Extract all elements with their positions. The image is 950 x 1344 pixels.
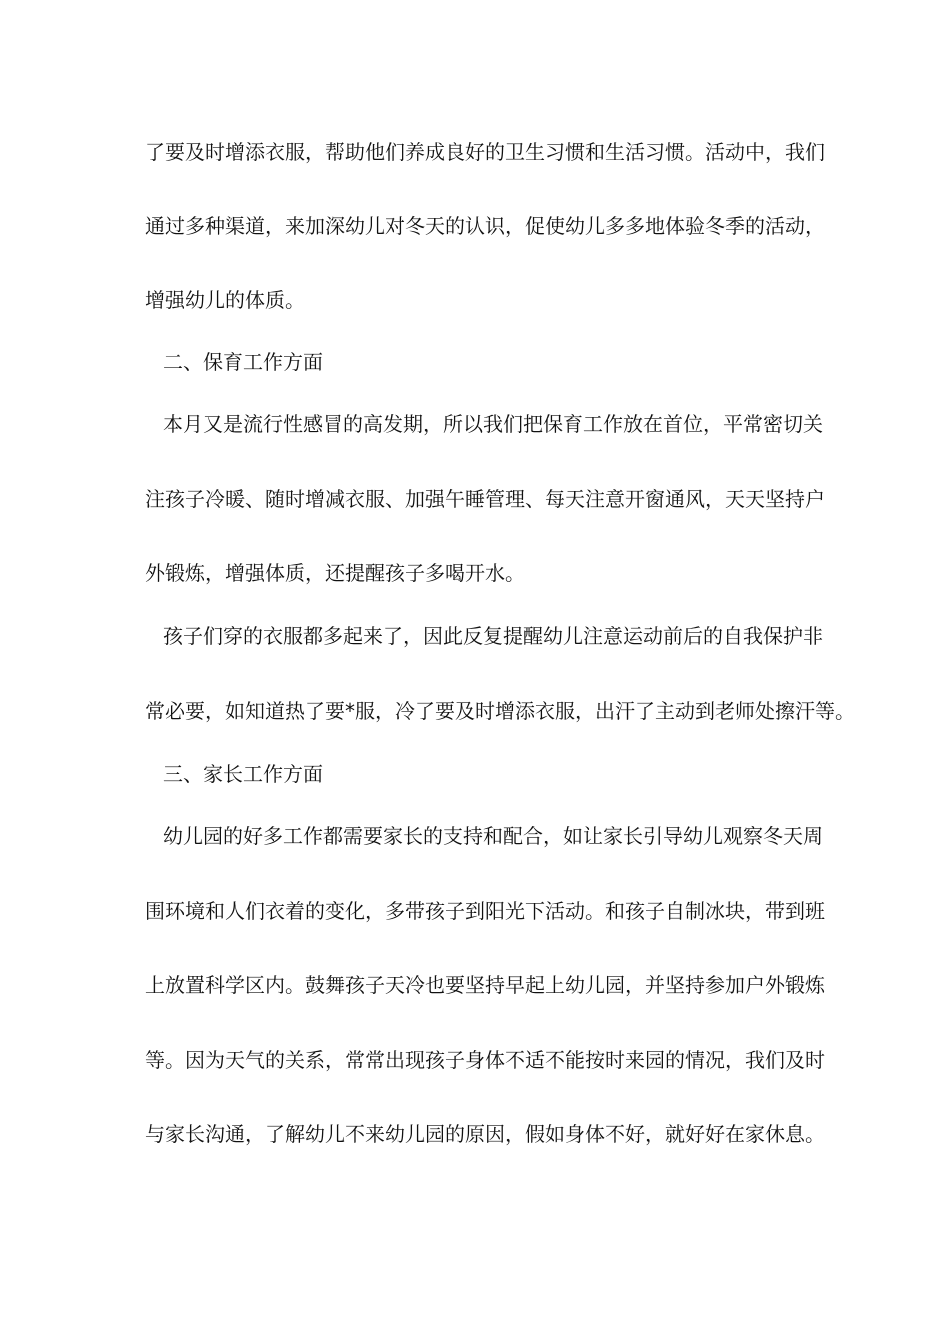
body-text-line: 围环境和人们衣着的变化，多带孩子到阳光下活动。和孩子自制冰块，带到班 [145, 899, 825, 923]
body-text-line: 注孩子冷暖、随时增减衣服、加强午睡管理、每天注意开窗通风，天天坚持户 [145, 487, 825, 511]
paragraph-first-line: 幼儿园的好多工作都需要家长的支持和配合，如让家长引导幼儿观察冬天周 [163, 824, 823, 848]
section-heading: 二、保育工作方面 [163, 350, 323, 374]
body-text-line: 了要及时增添衣服，帮助他们养成良好的卫生习惯和生活习惯。活动中，我们 [145, 140, 825, 164]
paragraph-first-line: 本月又是流行性感冒的高发期，所以我们把保育工作放在首位，平常密切关 [163, 412, 823, 436]
body-text-line: 等。因为天气的关系，常常出现孩子身体不适不能按时来园的情况，我们及时 [145, 1048, 825, 1072]
paragraph-first-line: 孩子们穿的衣服都多起来了，因此反复提醒幼儿注意运动前后的自我保护非 [163, 624, 823, 648]
body-text-line: 通过多种渠道，来加深幼儿对冬天的认识，促使幼儿多多地体验冬季的活动， [145, 214, 825, 238]
body-text-line: 外锻炼，增强体质，还提醒孩子多喝开水。 [145, 561, 525, 585]
body-text-line: 增强幼儿的体质。 [145, 288, 305, 312]
body-text-line: 常必要，如知道热了要*服，冷了要及时增添衣服，出汗了主动到老师处擦汗等。 [145, 699, 855, 723]
body-text-line: 与家长沟通，了解幼儿不来幼儿园的原因，假如身体不好，就好好在家休息。 [145, 1122, 825, 1146]
section-heading: 三、家长工作方面 [163, 762, 323, 786]
body-text-line: 上放置科学区内。鼓舞孩子天冷也要坚持早起上幼儿园，并坚持参加户外锻炼 [145, 973, 825, 997]
